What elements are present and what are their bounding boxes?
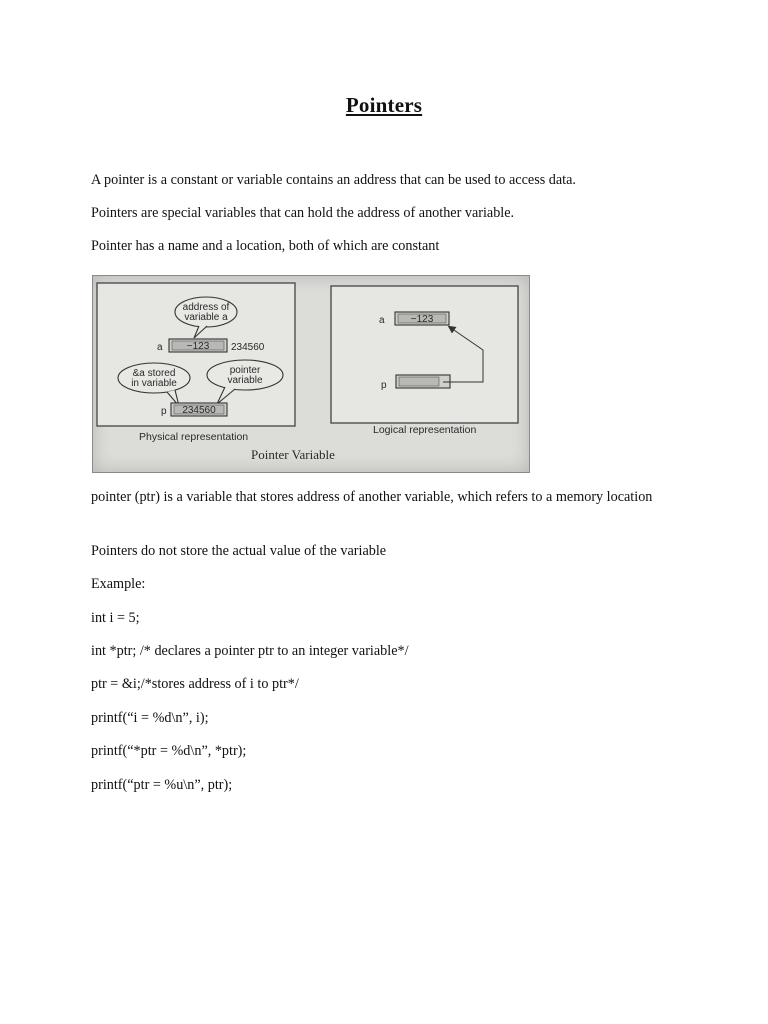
bubble-address-line1: address of: [182, 302, 230, 313]
bubble-stored-line2: in variable: [131, 378, 177, 389]
code-line-1: int i = 5;: [91, 610, 140, 626]
code-line-3: ptr = &i;/*stores address of i to ptr*/: [91, 676, 299, 692]
paragraph-name-location: Pointer has a name and a location, both of which are constant: [91, 238, 440, 254]
logical-caption: Logical representation: [373, 424, 477, 436]
pointer-variable-figure: [92, 275, 530, 473]
code-line-5: printf(“*ptr = %d\n”, *ptr);: [91, 743, 247, 759]
var-a-label: a: [157, 342, 163, 353]
var-p-label: p: [161, 406, 167, 417]
logical-var-a-value: −123: [410, 314, 434, 325]
bubble-pointer-line1: pointer: [229, 365, 261, 376]
code-line-2: int *ptr; /* declares a pointer ptr to an integer variable*/: [91, 643, 409, 659]
bubble-pointer-line2: variable: [227, 375, 263, 386]
logical-representation-panel: [331, 286, 518, 436]
bubble-stored-line1: &a stored: [132, 368, 176, 379]
figure-caption: Pointer Variable: [251, 447, 335, 462]
physical-representation-panel: [97, 283, 295, 443]
paragraph-ptr-definition: pointer (ptr) is a variable that stores address of another variable, which refers to a memory location: [91, 489, 653, 505]
var-a-address: 234560: [231, 342, 265, 353]
code-line-4: printf(“i = %d\n”, i);: [91, 710, 209, 726]
code-line-6: printf(“ptr = %u\n”, ptr);: [91, 777, 233, 793]
var-p-value: 234560: [182, 405, 216, 416]
var-a-value: −123: [186, 341, 210, 352]
paragraph-pointer-definition: A pointer is a constant or variable contains an address that can be used to access data.: [91, 172, 576, 188]
page-title: Pointers: [345, 93, 423, 117]
physical-caption: Physical representation: [139, 431, 249, 443]
example-heading: Example:: [91, 576, 146, 592]
paragraph-no-actual-value: Pointers do not store the actual value of the variable: [91, 543, 387, 559]
logical-var-p-label: p: [381, 380, 387, 391]
bubble-address-line2: variable a: [184, 312, 228, 323]
paragraph-special-variables: Pointers are special variables that can hold the address of another variable.: [91, 205, 515, 221]
logical-var-a-label: a: [379, 315, 385, 326]
